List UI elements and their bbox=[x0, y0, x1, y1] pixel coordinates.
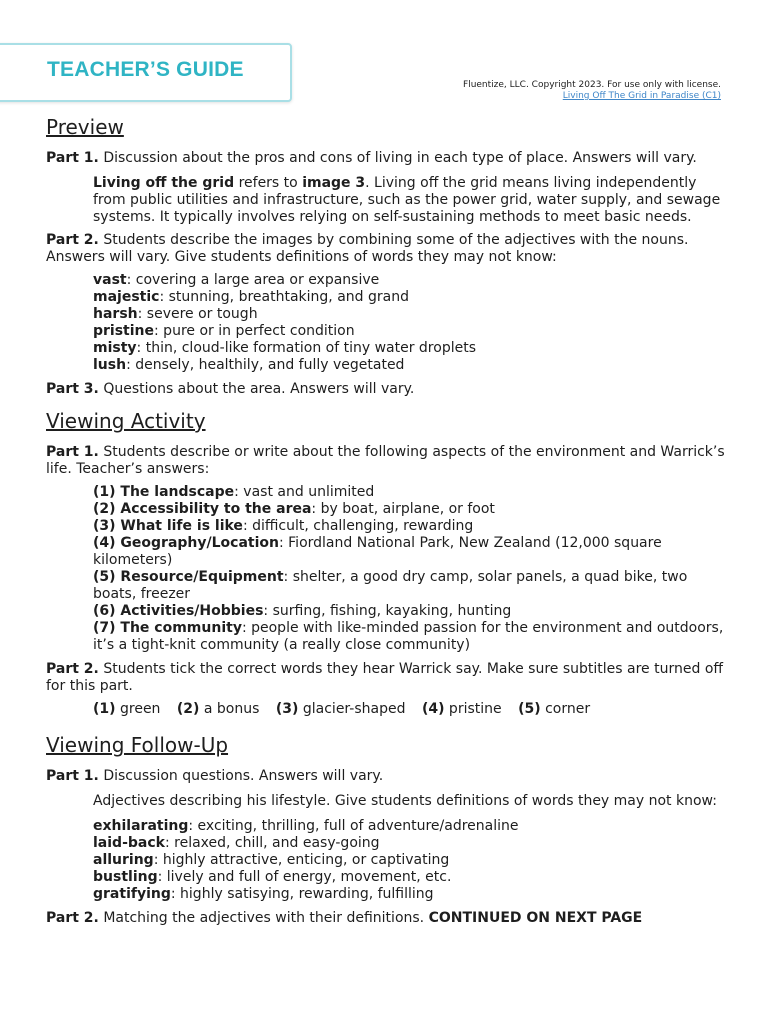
list-item: vast: covering a large area or expansive bbox=[93, 272, 380, 288]
grid-note: Living off the grid refers to image 3. Living off the grid means living independently from public utilities and infrastructure, such as the power grid, water supply, and sewage systems. It typically involves relying on self-sustaining methods to meet basic needs. bbox=[93, 175, 721, 225]
word-choice: (1) green bbox=[93, 701, 161, 717]
list-item: (3) What life is like: difficult, challenging, rewarding bbox=[93, 518, 474, 534]
document-body bbox=[46, 114, 726, 933]
viewing-part1: Part 1. Students describe or write about the following aspects of the environment and Warrick’s life. Teacher’s answers: bbox=[46, 444, 725, 477]
viewing-heading: Viewing Activity bbox=[46, 409, 206, 433]
page-title: TEACHER’S GUIDE bbox=[47, 58, 244, 81]
followup-part1: Part 1. Discussion questions. Answers will vary. bbox=[46, 768, 384, 784]
viewing-answers-list bbox=[93, 484, 726, 654]
word-choice: (3) glacier-shaped bbox=[275, 701, 406, 717]
list-item: pristine: pure or in perfect condition bbox=[93, 323, 355, 339]
viewing-part2: Part 2. Students tick the correct words they hear Warrick say. Make sure subtitles are turned off for this part. bbox=[46, 661, 724, 694]
preview-heading: Preview bbox=[46, 115, 124, 139]
word-choice: (4) pristine bbox=[421, 701, 502, 717]
list-item: laid-back: relaxed, chill, and easy-going bbox=[93, 835, 380, 851]
list-item: alluring: highly attractive, enticing, or captivating bbox=[93, 852, 450, 868]
copyright-text: Fluentize, LLC. Copyright 2023. For use only with license. bbox=[463, 80, 721, 90]
list-item: gratifying: highly satisying, rewarding, fulfilling bbox=[93, 886, 434, 902]
list-item: (6) Activities/Hobbies: surfing, fishing, kayaking, hunting bbox=[93, 603, 512, 619]
followup-intro: Adjectives describing his lifestyle. Give students definitions of words they may not know: bbox=[93, 793, 717, 809]
list-item: harsh: severe or tough bbox=[93, 306, 258, 322]
word-choice: (5) corner bbox=[518, 701, 591, 717]
list-item: (2) Accessibility to the area: by boat, airplane, or foot bbox=[93, 501, 495, 517]
teachers-guide-box bbox=[0, 43, 292, 102]
list-item: (7) The community: people with like-minded passion for the environment and outdoors, it’s a tight-knit community (a really close community) bbox=[93, 620, 724, 653]
preview-part1: Part 1. Discussion about the pros and cons of living in each type of place. Answers will vary. bbox=[46, 150, 697, 166]
list-item: misty: thin, cloud-like formation of tiny water droplets bbox=[93, 340, 476, 356]
followup-part2: Part 2. Matching the adjectives with their definitions. CONTINUED ON NEXT PAGE bbox=[46, 910, 643, 926]
list-item: (5) Resource/Equipment: shelter, a good dry camp, solar panels, a quad bike, two boats, freezer bbox=[93, 569, 688, 602]
continued-note: CONTINUED ON NEXT PAGE bbox=[428, 910, 643, 926]
copyright-notice bbox=[463, 80, 721, 102]
followup-vocab-list bbox=[93, 818, 726, 903]
preview-vocab-list bbox=[93, 272, 726, 374]
list-item: majestic: stunning, breathtaking, and grand bbox=[93, 289, 409, 305]
list-item: (4) Geography/Location: Fiordland National Park, New Zealand (12,000 square kilometers) bbox=[93, 535, 662, 568]
list-item: exhilarating: exciting, thrilling, full of adventure/adrenaline bbox=[93, 818, 519, 834]
list-item: bustling: lively and full of energy, movement, etc. bbox=[93, 869, 452, 885]
followup-heading: Viewing Follow-Up bbox=[46, 733, 229, 757]
word-choice: (2) a bonus bbox=[176, 701, 260, 717]
list-item: lush: densely, healthily, and fully vegetated bbox=[93, 357, 405, 373]
preview-part3: Part 3. Questions about the area. Answers will vary. bbox=[46, 381, 415, 397]
preview-part2: Part 2. Students describe the images by combining some of the adjectives with the nouns. Answers will vary. Give students definitions of words they may not know: bbox=[46, 232, 689, 265]
lesson-link[interactable]: Living Off The Grid in Paradise (C1) bbox=[562, 91, 721, 101]
list-item: (1) The landscape: vast and unlimited bbox=[93, 484, 375, 500]
word-choices bbox=[93, 701, 726, 718]
